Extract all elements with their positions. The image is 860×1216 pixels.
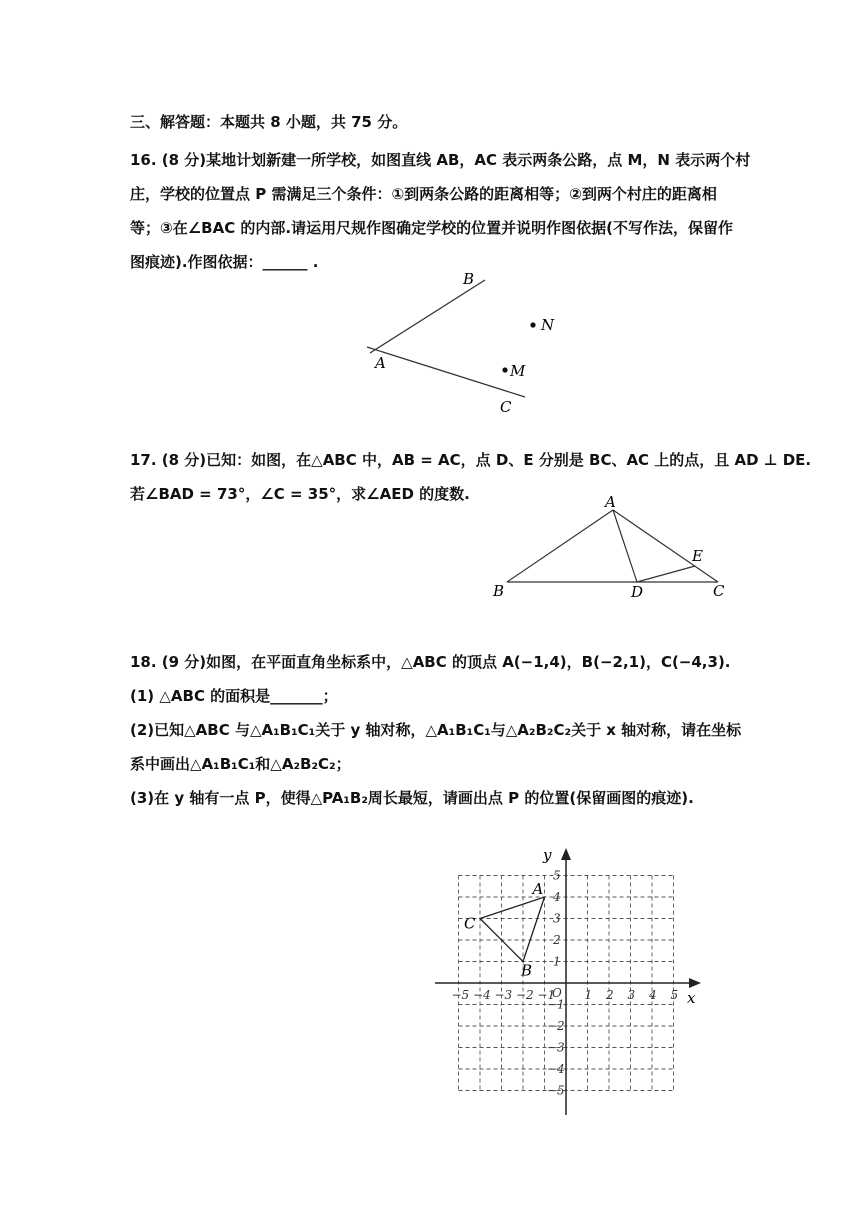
q17-line-2: 若∠BAD = 73°，∠C = 35°，求∠AED 的度数.	[130, 485, 470, 503]
q18-line-1: 18. (9 分)如图，在平面直角坐标系中，△ABC 的顶点 A(−1,4)，B(−2,1)，C(−4,3).	[130, 653, 731, 671]
x-axis-label: x	[687, 989, 696, 1007]
y-tick-label: 2	[553, 933, 561, 947]
x-tick-label: −5	[451, 988, 470, 1002]
point-label-c: C	[464, 914, 476, 933]
y-tick-label: 5	[553, 868, 561, 883]
x-tick-label: −2	[516, 988, 534, 1002]
segment-de	[637, 566, 695, 582]
q16-line-4: 图痕迹).作图依据：______ .	[130, 253, 319, 271]
section-heading: 三、解答题：本题共 8 小题，共 75 分。	[130, 113, 408, 131]
x-tick-label: −3	[494, 988, 513, 1002]
q18-line-4: 系中画出△A₁B₁C₁和△A₂B₂C₂；	[130, 755, 351, 773]
line-ab	[370, 280, 485, 353]
origin-label: O	[552, 986, 562, 1000]
segment-ac	[613, 510, 718, 582]
x-tick-label: 5	[670, 988, 679, 1002]
q17-figure	[485, 492, 730, 602]
x-tick-label: 4	[649, 988, 657, 1002]
x-tick-label: −4	[473, 988, 491, 1002]
point-n	[530, 322, 535, 327]
q16-figure	[355, 265, 575, 425]
q18-line-3: (2)已知△ABC 与△A₁B₁C₁关于 y 轴对称，△A₁B₁C₁与△A₂B₂C₂关于 x 轴对称，请在坐标	[130, 721, 742, 739]
x-tick-label: 1	[584, 988, 593, 1002]
x-tick-label: 2	[606, 988, 614, 1002]
label-c: C	[500, 398, 512, 416]
label-e: E	[692, 547, 703, 565]
line-ac	[367, 347, 525, 397]
label-a: A	[605, 493, 616, 511]
y-axis-label: y	[543, 846, 552, 864]
q16-line-1: 16. (8 分)某地计划新建一所学校，如图直线 AB，AC 表示两条公路，点 M，N 表示两个村	[130, 151, 751, 169]
segment-ab	[507, 510, 613, 582]
triangle-abc	[480, 897, 545, 962]
label-d: D	[631, 583, 644, 601]
label-m: M	[510, 362, 526, 380]
segment-ad	[613, 510, 637, 582]
point-label-a: A	[532, 880, 544, 898]
point-label-b: B	[521, 961, 533, 980]
y-tick-label: −2	[547, 1019, 565, 1033]
label-a: A	[375, 354, 386, 372]
y-tick-label: −1	[547, 997, 565, 1012]
x-tick-label: 3	[627, 988, 636, 1002]
q16-line-2: 庄，学校的位置点 P 需满足三个条件：①到两条公路的距离相等；②到两个村庄的距离相	[130, 185, 717, 203]
label-n: N	[541, 316, 555, 334]
y-tick-label: −5	[547, 1083, 565, 1098]
coordinate-grid	[425, 840, 715, 1125]
label-c: C	[713, 582, 725, 600]
point-m	[502, 367, 507, 372]
x-tick-label: −1	[537, 988, 556, 1002]
label-b: B	[463, 270, 475, 288]
y-tick-label: 1	[553, 954, 561, 969]
q18-line-5: (3)在 y 轴有一点 P，使得△PA₁B₂周长最短，请画出点 P 的位置(保留画图的痕迹).	[130, 789, 694, 807]
q16-line-3: 等；③在∠BAC 的内部.请运用尺规作图确定学校的位置并说明作图依据(不写作法，保留作	[130, 219, 733, 237]
y-tick-label: −4	[547, 1062, 565, 1076]
q18-line-2: (1) △ABC 的面积是_______；	[130, 687, 338, 705]
q17-line-1: 17. (8 分)已知：如图，在△ABC 中，AB = AC，点 D、E 分别是 BC、AC 上的点，且 AD ⊥ DE.	[130, 451, 812, 469]
y-tick-label: −3	[547, 1040, 565, 1055]
y-axis-arrow-icon	[561, 848, 571, 860]
x-axis-arrow-icon	[689, 978, 701, 988]
y-tick-label: 3	[553, 911, 561, 926]
label-b: B	[493, 582, 505, 600]
y-tick-label: 4	[553, 890, 561, 904]
